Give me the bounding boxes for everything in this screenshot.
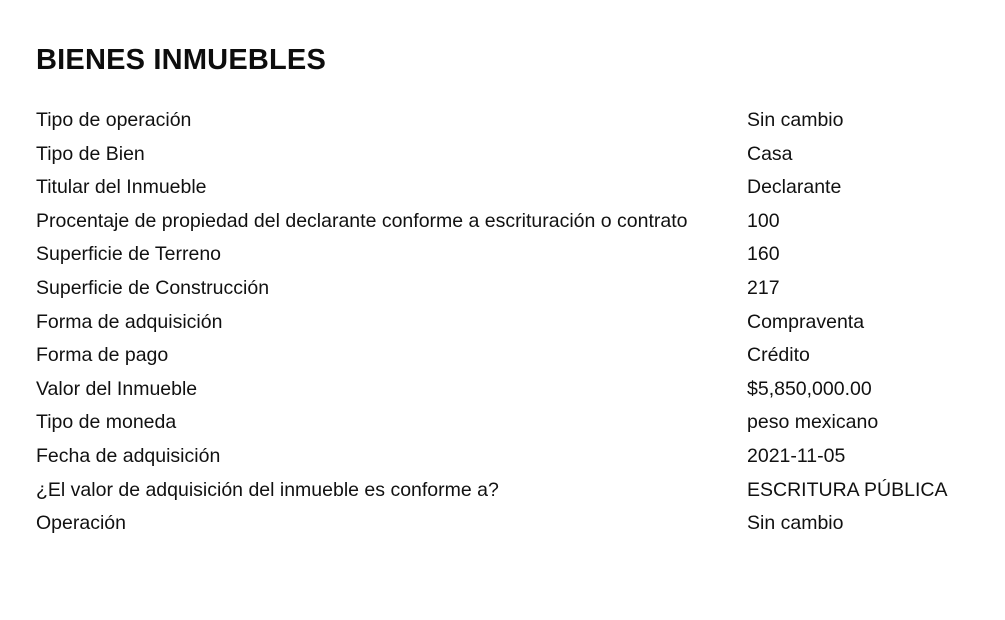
field-row-tipo-moneda — [36, 406, 986, 440]
field-label: Titular del Inmueble — [36, 176, 207, 199]
field-label: Forma de adquisición — [36, 310, 223, 333]
field-row-titular — [36, 171, 986, 205]
field-row-superficie-construccion — [36, 272, 986, 306]
field-label: Forma de pago — [36, 344, 169, 367]
field-value: 217 — [747, 276, 780, 299]
field-label: Valor del Inmueble — [36, 377, 198, 400]
field-row-valor-inmueble — [36, 373, 986, 407]
field-label: Tipo de operación — [36, 109, 192, 131]
field-row-operacion — [36, 507, 986, 541]
field-row-forma-pago — [36, 339, 986, 373]
field-value: 100 — [747, 209, 780, 232]
field-label: Operación — [36, 512, 126, 535]
field-value: ESCRITURA PÚBLICA — [747, 478, 948, 501]
field-label: Superficie de Construcción — [36, 276, 270, 299]
field-label: Fecha de adquisición — [36, 444, 221, 467]
section-title: BIENES INMUEBLES — [36, 44, 327, 76]
field-label: Tipo de moneda — [36, 411, 177, 434]
field-value: peso mexicano — [747, 411, 879, 434]
field-value: 160 — [747, 243, 780, 266]
field-value: Sin cambio — [747, 109, 844, 131]
field-value: Crédito — [747, 344, 810, 367]
field-value: Sin cambio — [747, 512, 844, 535]
field-row-superficie-terreno — [36, 238, 986, 272]
field-row-porcentaje-propiedad — [36, 205, 986, 239]
field-value: Compraventa — [747, 310, 865, 333]
property-details-list — [36, 104, 986, 541]
field-row-tipo-operacion — [36, 104, 986, 138]
field-value: Declarante — [747, 176, 842, 199]
field-label: ¿El valor de adquisición del inmueble es conforme a? — [36, 478, 499, 501]
field-value: $5,850,000.00 — [747, 377, 872, 400]
field-row-forma-adquisicion — [36, 306, 986, 340]
field-label: Superficie de Terreno — [36, 243, 222, 266]
field-row-valor-conforme — [36, 474, 986, 508]
field-label: Procentaje de propiedad del declarante conforme a escrituración o contrato — [36, 209, 688, 232]
field-label: Tipo de Bien — [36, 142, 145, 165]
field-value: 2021-11-05 — [747, 444, 846, 467]
field-row-fecha-adquisicion — [36, 440, 986, 474]
field-row-tipo-bien — [36, 138, 986, 172]
field-value: Casa — [747, 142, 793, 165]
